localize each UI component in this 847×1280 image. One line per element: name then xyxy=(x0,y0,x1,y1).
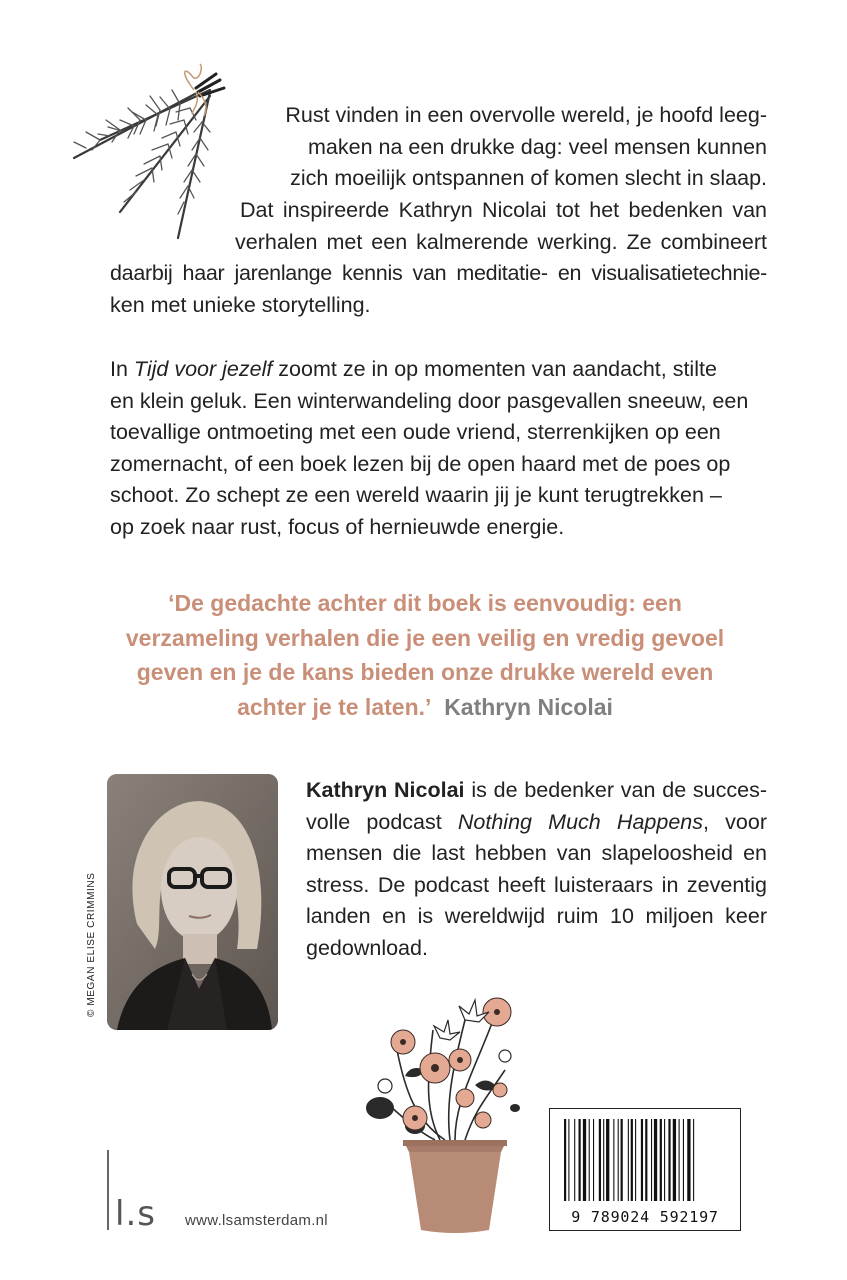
barcode-bar xyxy=(631,1119,633,1201)
barcode-bar xyxy=(693,1119,694,1201)
quote-author: Kathryn Nicolai xyxy=(444,693,613,720)
barcode-bar xyxy=(654,1119,657,1201)
barcode-bar xyxy=(628,1119,629,1201)
summary-paragraph xyxy=(110,354,767,544)
bio-line: is de bedenker van de succes- xyxy=(464,778,768,802)
blurb-line: verhalen met een kalmerende werking. Ze combineert xyxy=(235,229,767,254)
summary-line: en klein geluk. Een winterwandeling door pasgevallen sneeuw, een xyxy=(110,388,749,413)
barcode-bar xyxy=(564,1119,566,1201)
quote-line: achter je te laten.’ xyxy=(237,693,432,720)
barcode-bar xyxy=(613,1119,614,1201)
photo-credit: © MEGAN ELISE CRIMMINS xyxy=(86,872,97,1017)
barcode-bar xyxy=(618,1119,619,1201)
podcast-title: Nothing Much Happens xyxy=(457,809,703,834)
blurb-line: daarbij haar jarenlange kennis van meditatie- en visualisatietechnie- xyxy=(110,261,767,286)
barcode-bar xyxy=(660,1119,662,1201)
quote-line: geven en je de kans bieden onze drukke wereld even xyxy=(136,659,714,685)
summary-line: toevallige ontmoeting met een oude vriend, sterrenkijken op een xyxy=(110,420,721,445)
summary-line: zomernacht, of een boek lezen bij de open haard met de poes op xyxy=(110,451,731,476)
barcode-bar xyxy=(687,1119,690,1201)
barcode-bar xyxy=(579,1119,581,1201)
logo-rule xyxy=(107,1150,109,1230)
barcode-bar xyxy=(599,1119,601,1201)
barcode-digits: 9 789024 592197 xyxy=(571,1208,719,1226)
barcode-bar xyxy=(583,1119,586,1201)
summary-intro: In xyxy=(110,357,134,381)
summary-line: schoot. Zo schept ze een wereld waarin jij je kunt terugtrekken – xyxy=(110,483,722,508)
barcode-bar xyxy=(593,1119,594,1201)
bio-line: stress. De podcast heeft luisteraars in zeventig xyxy=(306,872,767,897)
blurb-bottom xyxy=(110,195,767,321)
pull-quote xyxy=(110,586,740,724)
blurb-line: ken met unieke storytelling. xyxy=(110,292,371,317)
publisher-logo: l.s xyxy=(115,1194,156,1234)
barcode-bar xyxy=(635,1119,636,1201)
bio-author-name: Kathryn Nicolai xyxy=(306,778,465,802)
blurb-line: maken na een drukke dag: veel mensen kunnen xyxy=(308,134,767,159)
blurb-line: Rust vinden in een overvolle wereld, je hoofd leeg- xyxy=(285,103,767,127)
bio-line: , voor xyxy=(703,809,767,834)
publisher-url[interactable]: www.lsamsterdam.nl xyxy=(185,1212,328,1229)
bio-line: mensen die last hebben van slapeloosheid en xyxy=(306,841,767,866)
barcode-bar xyxy=(679,1119,680,1201)
barcode-bar xyxy=(568,1119,569,1201)
barcode-bars xyxy=(550,1109,740,1205)
barcode-bar xyxy=(651,1119,652,1201)
isbn-barcode xyxy=(549,1108,741,1231)
barcode-bar xyxy=(621,1119,623,1201)
bio-line: landen en is wereldwijd ruim 10 miljoen keer xyxy=(306,904,767,929)
blurb-top xyxy=(222,100,767,195)
author-photo xyxy=(107,774,278,1030)
flower-pot-illustration xyxy=(355,990,555,1240)
barcode-bar xyxy=(664,1119,665,1201)
bio-line: gedownload. xyxy=(306,935,428,960)
quote-line: verzameling verhalen die je een veilig en vredig gevoel xyxy=(125,624,725,651)
blurb-line: zich moeilijk ontspannen of komen slecht in slaap. xyxy=(290,166,767,191)
barcode-bar xyxy=(673,1119,676,1201)
book-title: Tijd voor jezelf xyxy=(133,357,273,381)
blurb-line: Dat inspireerde Kathryn Nicolai tot het bedenken van xyxy=(240,198,767,222)
barcode-bar xyxy=(641,1119,643,1201)
quote-line: ‘De gedachte achter dit boek is eenvoudig: een xyxy=(168,590,682,616)
barcode-bar xyxy=(603,1119,604,1201)
summary-line: op zoek naar rust, focus of hernieuwde energie. xyxy=(110,514,565,539)
barcode-bar xyxy=(606,1119,609,1201)
barcode-bar xyxy=(574,1119,575,1201)
barcode-bar xyxy=(589,1119,590,1201)
barcode-bar xyxy=(683,1119,684,1201)
bio-line: volle podcast xyxy=(306,809,458,834)
summary-intro-rest: zoomt ze in op momenten van aandacht, stilte xyxy=(272,357,717,381)
author-bio xyxy=(306,775,767,965)
barcode-bar xyxy=(668,1119,670,1201)
barcode-bar xyxy=(645,1119,647,1201)
